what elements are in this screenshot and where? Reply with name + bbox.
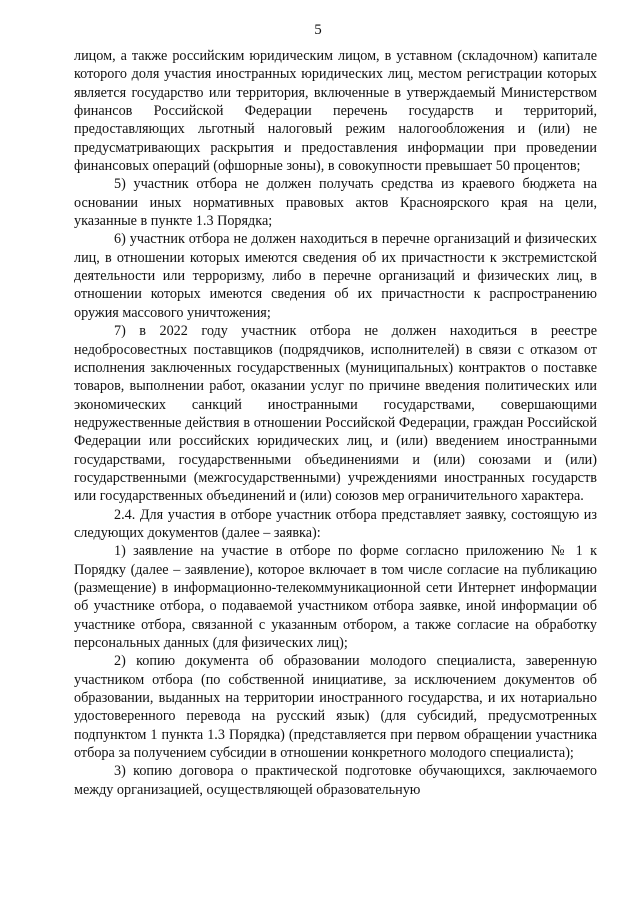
paragraph: 5) участник отбора не должен получать средства из краевого бюджета на основании иных нормативных правовых актов Красноярского края на цели, указанные в пункте 1.3 Порядка;: [74, 176, 597, 230]
paragraph: лицом, а также российским юридическим лицом, в уставном (складочном) капитале которого доля участия иностранных юридических лиц, местом регистрации которых является государство или территория, включенные в утверждаемый Министерством финансов Российской Федерации перечень государств и территорий, предоставляющих льготный налоговый режим налогообложения и (или) не предусматривающих раскрытия и предоставления информации при проведении финансовых операций (офшорные зоны), в совокупности превышает 50 процентов;: [74, 48, 597, 175]
paragraph: 6) участник отбора не должен находиться в перечне организаций и физических лиц, в отношении которых имеются сведения об их причастности к экстремистской деятельности или терроризму, либо в перечне организаций и физических лиц, в отношении которых имеются сведения об их причастности к распространению оружия массового уничтожения;: [74, 231, 597, 321]
document-body: [74, 47, 597, 799]
paragraph: 3) копию договора о практической подготовке обучающихся, заключаемого между организацией, осуществляющей образовательную: [74, 763, 597, 798]
paragraph: 2) копию документа об образовании молодого специалиста, заверенную участником отбора (по собственной инициативе, за исключением документов об образовании, выданных на территории иностранного государства, и их нотариально удостоверенного перевода на русский язык) (для субсидий, предусмотренных подпунктом 1 пункта 1.3 Порядка) (представляется при первом обращении участника отбора за получением субсидии в отношении конкретного молодого специалиста);: [74, 653, 597, 762]
paragraph: 2.4. Для участия в отборе участник отбора представляет заявку, состоящую из следующих документов (далее – заявка):: [74, 506, 597, 541]
paragraph: 1) заявление на участие в отборе по форме согласно приложению № 1 к Порядку (далее – заявление), которое включает в том числе согласие на публикацию (размещение) в информационно-телекоммуникационной сети Интернет информации об участнике отбора, о подаваемой участником отбора заявке, иной информации об участнике отбора, связанной с указанным отбором, а также согласие на обработку персональных данных (для физических лиц);: [74, 543, 597, 651]
paragraph: 7) в 2022 году участник отбора не должен находиться в реестре недобросовестных поставщиков (подрядчиков, исполнителей) в связи с отказом от исполнения заключенных государственных (муниципальных) контрактов о поставке товаров, выполнении работ, оказании услуг по причине введения политических или экономических санкций иностранными государствами, совершающими недружественные действия в отношении Российской Федерации, граждан Российской Федерации или российских юридических лиц, и (или) введением иностранными государствами, государственными объединениями и (или) союзами и (или) государственными (межгосударственными) учреждениями иностранных государств или государственных объединений и (или) союзов мер ограничительного характера.: [74, 323, 597, 505]
page-number: 5: [314, 22, 322, 38]
